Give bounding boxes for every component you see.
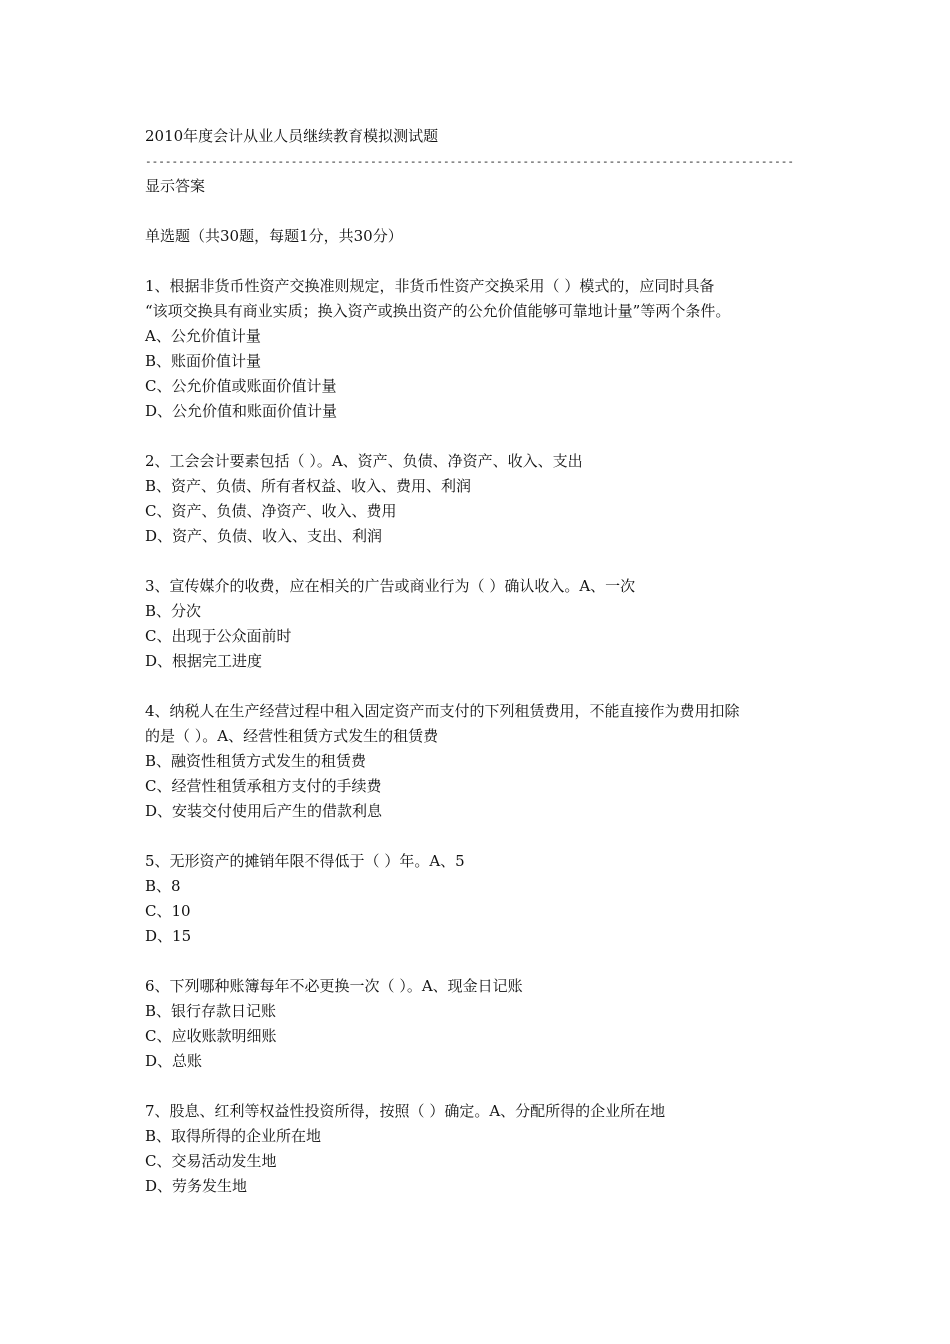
- question-stem: 4、纳税人在生产经营过程中租入固定资产而支付的下列租赁费用，不能直接作为费用扣除: [145, 702, 740, 720]
- option-c: C、应收账款明细账: [145, 1027, 277, 1045]
- option-d: D、公允价值和账面价值计量: [145, 402, 338, 420]
- question-stem: 6、下列哪种账簿每年不必更换一次（ ）。A、现金日记账: [145, 977, 523, 995]
- option-d: D、劳务发生地: [145, 1177, 248, 1195]
- question-7: [145, 1099, 825, 1199]
- document-title: 2010年度会计从业人员继续教育模拟测试题: [145, 127, 439, 145]
- option-b: B、分次: [145, 602, 202, 620]
- option-b: B、8: [145, 877, 181, 895]
- question-stem: 3、宣传媒介的收费，应在相关的广告或商业行为（ ）确认收入。A、一次: [145, 577, 636, 595]
- show-answer-link[interactable]: 显示答案: [145, 177, 206, 195]
- question-stem: 1、根据非货币性资产交换准则规定，非货币性资产交换采用（ ）模式的，应同时具备: [145, 277, 715, 295]
- separator-line: --------------------------------------------------------------------------------------------------: [145, 155, 795, 168]
- question-stem: 7、股息、红利等权益性投资所得，按照（ ）确定。A、分配所得的企业所在地: [145, 1102, 666, 1120]
- option-d: D、总账: [145, 1052, 203, 1070]
- option-c: C、资产、负债、净资产、收入、费用: [145, 502, 397, 520]
- question-2: [145, 449, 825, 549]
- option-c: C、10: [145, 902, 191, 920]
- question-stem: 的是（ ）。A、经营性租赁方式发生的租赁费: [145, 727, 439, 745]
- option-b: B、账面价值计量: [145, 352, 262, 370]
- option-b: B、取得所得的企业所在地: [145, 1127, 322, 1145]
- option-a: A、公允价值计量: [145, 327, 261, 345]
- question-4: [145, 699, 825, 824]
- question-5: [145, 849, 825, 949]
- option-b: B、银行存款日记账: [145, 1002, 277, 1020]
- section-heading: 单选题（共30题，每题1分，共30分）: [145, 227, 403, 245]
- option-c: C、交易活动发生地: [145, 1152, 277, 1170]
- question-6: [145, 974, 825, 1074]
- option-c: C、公允价值或账面价值计量: [145, 377, 337, 395]
- option-d: D、安装交付使用后产生的借款利息: [145, 802, 383, 820]
- option-b: B、资产、负债、所有者权益、收入、费用、利润: [145, 477, 472, 495]
- question-stem: 2、工会会计要素包括（ ）。A、资产、负债、净资产、收入、支出: [145, 452, 583, 470]
- option-d: D、15: [145, 927, 192, 945]
- question-stem: 5、无形资产的摊销年限不得低于（ ）年。A、5: [145, 852, 465, 870]
- option-c: C、经营性租赁承租方支付的手续费: [145, 777, 382, 795]
- option-d: D、根据完工进度: [145, 652, 263, 670]
- document-body: [145, 124, 825, 1199]
- question-3: [145, 574, 825, 674]
- option-b: B、融资性租赁方式发生的租赁费: [145, 752, 367, 770]
- option-d: D、资产、负债、收入、支出、利润: [145, 527, 383, 545]
- option-c: C、出现于公众面前时: [145, 627, 292, 645]
- question-stem: “该项交换具有商业实质；换入资产或换出资产的公允价值能够可靠地计量”等两个条件。: [145, 302, 731, 320]
- question-1: [145, 274, 825, 424]
